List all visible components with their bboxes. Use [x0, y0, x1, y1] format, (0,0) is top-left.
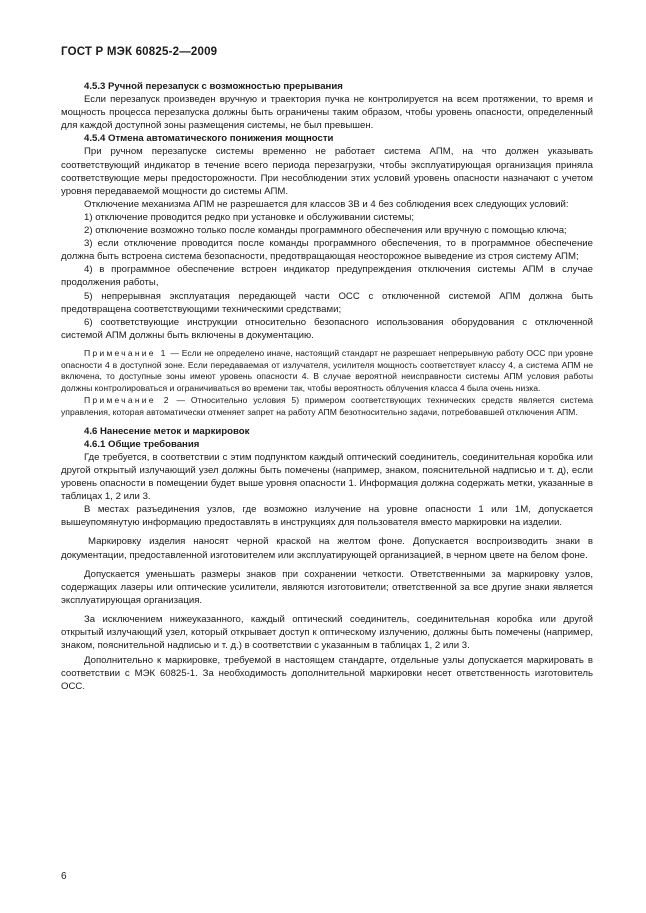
- page-number: 6: [61, 871, 67, 882]
- paragraph: Где требуется, в соответствии с этим подпунктом каждый оптический соединитель, соединительная коробка или другой открытый излучающий узел должны быть помечены (например, знаком, пояснительной надписью и т. д), если уровень опасности в помещении будет выше уровня опасности 1. Информация должна содержать метки, указанные в таблицах 1, 2 или 3.: [61, 451, 593, 503]
- section-heading-4-6-1: 4.6.1 Общие требования: [84, 438, 200, 450]
- list-item: 6) соответствующие инструкции относительно безопасного использования оборудования с отключенной системой АПМ должны быть включены в документацию.: [61, 316, 593, 341]
- section-heading-4-5-3: 4.5.3 Ручной перезапуск с возможностью прерывания: [84, 81, 343, 92]
- note-1-label: Примечание 1: [84, 347, 168, 358]
- section-heading-4-6: 4.6 Нанесение меток и маркировок: [84, 425, 250, 437]
- list-item: 1) отключение проводится редко при установке и обслуживании системы;: [84, 211, 415, 223]
- paragraph: Допускается уменьшать размеры знаков при сохранении четкости. Ответственными за маркировку узлов, содержащих лазеры или оптические усилители, являются изготовители; ответственной за все другие знаки является эксплуатирующая организация.: [61, 568, 593, 606]
- list-item: 3) если отключение проводится после команды программного обеспечения, то в программное обеспечение должна быть встроена система безопасности, предотвращающая неосторожное выведение из строя систему АПМ;: [61, 238, 593, 263]
- paragraph: За исключением нижеуказанного, каждый оптический соединитель, соединительная коробка или другой открытый излучающий узел, который открывает доступ к оптическому излучению, должны быть помечены (например, знаком, пояснительной надписью и т. д.) в соответствии с указанным в таблицах 1, 2 или 3.: [61, 613, 593, 652]
- document-body: [61, 80, 593, 693]
- note-2: [61, 395, 593, 419]
- paragraph: В местах разъединения узлов, где возможно излучение на уровне опасности 1 или 1М, допускается вышеупомянутую информацию предоставлять в инструкциях для пользователя вместо маркировки на изделии.: [61, 504, 593, 529]
- paragraph: Отключение механизма АПМ не разрешается для классов 3В и 4 без соблюдения всех следующих условий:: [84, 198, 569, 210]
- paragraph: Маркировку изделия наносят черной краской на желтом фоне. Допускается воспроизводить знаки в документации, предоставленной изготовителем или эксплуатирующей организацией, в черном цвете на белом фоне.: [61, 536, 593, 561]
- list-item: 2) отключение возможно только после команды программного обеспечения или вручную с помощью ключа;: [84, 225, 567, 237]
- section-heading-4-5-4: 4.5.4 Отмена автоматического понижения мощности: [84, 133, 334, 145]
- list-item: 5) непрерывная эксплуатация передающей части ОСС с отключенной системой АПМ должна быть предотвращена соответствующими техническими средствами;: [61, 290, 593, 315]
- list-item: 4) в программное обеспечение встроен индикатор предупреждения отключения системы АПМ в случае продолжения работы,: [61, 264, 593, 289]
- paragraph: При ручном перезапуске системы временно не работает система АПМ, на что должен указывать соответствующий индикатор в течение всего периода перезагрузки, чтобы эксплуатирующая организация приняла соответствующие меры предосторожности. При несоблюдении этих условий уровень опасности назначают с учетом уровня передаваемой мощности до системы АПМ.: [61, 146, 593, 197]
- note-1-text: — Если не определено иначе, настоящий стандарт не разрешает непрерывную работу ОСС при уровне опасности 4 в доступной зоне. Если передаваемая от излучателя, усилителя мощность соответствует классу 4, а система АПМ не включена, то доступные зоны имеют уровень опасности 4. В случае вероятной неисправности системы АПМ условия работы должны контролироваться и ограничиваться во времени так, чтобы вероятность облучения класса 4 была очень низка.: [61, 347, 594, 394]
- paragraph: Дополнительно к маркировке, требуемой в настоящем стандарте, отдельные узлы допускается маркировать в соответствии с МЭК 60825-1. За необходимость дополнительной маркировки несет ответственность изготовитель ОСС.: [61, 655, 593, 693]
- note-2-text: — Относительно условия 5) примером соответствующих технических средств является система управления, которая автоматически отменяет запрет на работу АПМ безотносительно задачи, потребовавшей отключения АПМ.: [61, 395, 593, 417]
- paragraph: Если перезапуск произведен вручную и траектория пучка не контролируется на всем протяжении, то время и мощность процесса перезапуска должны быть ограничены таким образом, чтобы уровень опасности, определенный для каждой доступной зоны размещения системы, не был превышен.: [61, 94, 593, 132]
- note-1: [61, 348, 593, 395]
- note-2-label: Примечание 2: [84, 395, 171, 406]
- standard-header: ГОСТ Р МЭК 60825-2—2009: [61, 46, 218, 58]
